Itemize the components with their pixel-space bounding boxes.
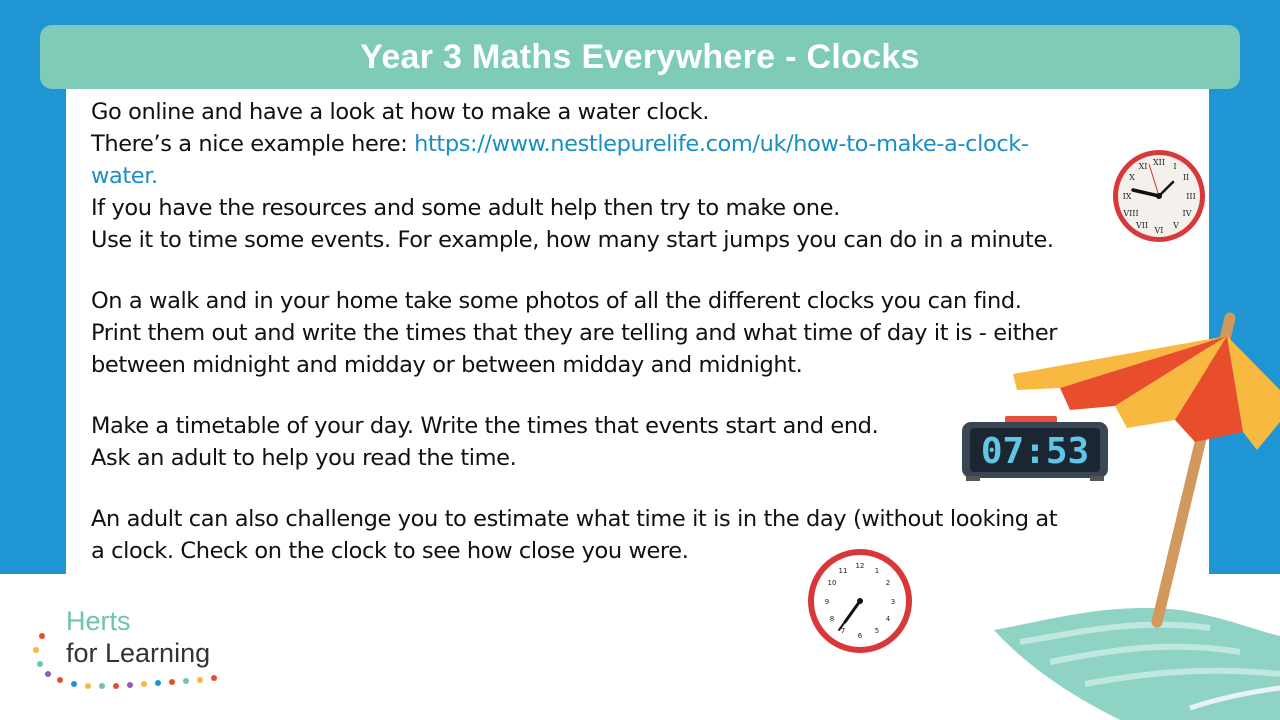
svg-text:8: 8 [829,615,835,623]
svg-text:XII: XII [1152,158,1166,167]
text-line: between midnight and midday or between midday and midnight. [91,352,803,378]
text-line: On a walk and in your home take some photos of all the different clocks you can find. [91,288,1022,314]
svg-text:6: 6 [857,632,863,640]
analog-clock-icon [807,548,913,654]
water-clock-link-continued[interactable]: water. [91,163,158,189]
roman-clock-icon [1111,148,1207,244]
title-banner [40,25,1240,89]
svg-text:VI: VI [1154,226,1164,235]
svg-text:I: I [1173,162,1177,171]
svg-text:X: X [1129,173,1135,182]
logo-text-line1: Herts [66,606,131,636]
text-line [91,160,1141,192]
digital-clock-time: 07:53 [980,431,1090,472]
text-line: Go online and have a look at how to make a water clock. [91,99,710,125]
svg-text:2: 2 [885,579,891,587]
body-text [91,96,1141,567]
text-line: Use it to time some events. For example, how many start jumps you can do in a minute. [91,227,1054,253]
svg-text:XI: XI [1138,162,1148,171]
svg-text:11: 11 [838,567,848,575]
svg-text:5: 5 [874,627,880,635]
svg-text:9: 9 [824,598,830,606]
text-line: An adult can also challenge you to estimate what time it is in the day (without looking at [91,506,1058,532]
text-line [91,128,1141,160]
text-line: Print them out and write the times that they are telling and what time of day it is - either [91,320,1058,346]
svg-text:7: 7 [840,627,846,635]
paragraph-gap [91,381,1141,410]
svg-text:II: II [1182,173,1190,182]
svg-text:VII: VII [1135,221,1149,230]
paragraph-gap [91,256,1141,285]
svg-text:V: V [1173,221,1179,230]
text-line: Make a timetable of your day. Write the times that events start and end. [91,413,879,439]
text-span: There’s a nice example here: [91,131,415,157]
text-line: a clock. Check on the clock to see how close you were. [91,538,689,564]
svg-text:4: 4 [885,615,891,623]
svg-text:VIII: VIII [1123,209,1139,218]
page-title: Year 3 Maths Everywhere - Clocks [360,37,920,76]
logo-text-line2: for Learning [66,638,211,668]
svg-text:12: 12 [855,562,865,570]
beach-umbrella-illustration [1005,310,1280,630]
herts-for-learning-logo [28,600,258,700]
text-line: Ask an adult to help you read the time. [91,445,517,471]
svg-text:III: III [1186,192,1196,201]
svg-text:IV: IV [1182,209,1192,218]
svg-text:3: 3 [890,598,896,606]
water-clock-link[interactable]: https://www.nestlepurelife.com/uk/how-to-make-a-clock- [414,131,1029,157]
svg-text:IX: IX [1122,192,1132,201]
text-line: If you have the resources and some adult help then try to make one. [91,195,840,221]
svg-text:1: 1 [874,567,880,575]
svg-text:10: 10 [827,579,837,587]
